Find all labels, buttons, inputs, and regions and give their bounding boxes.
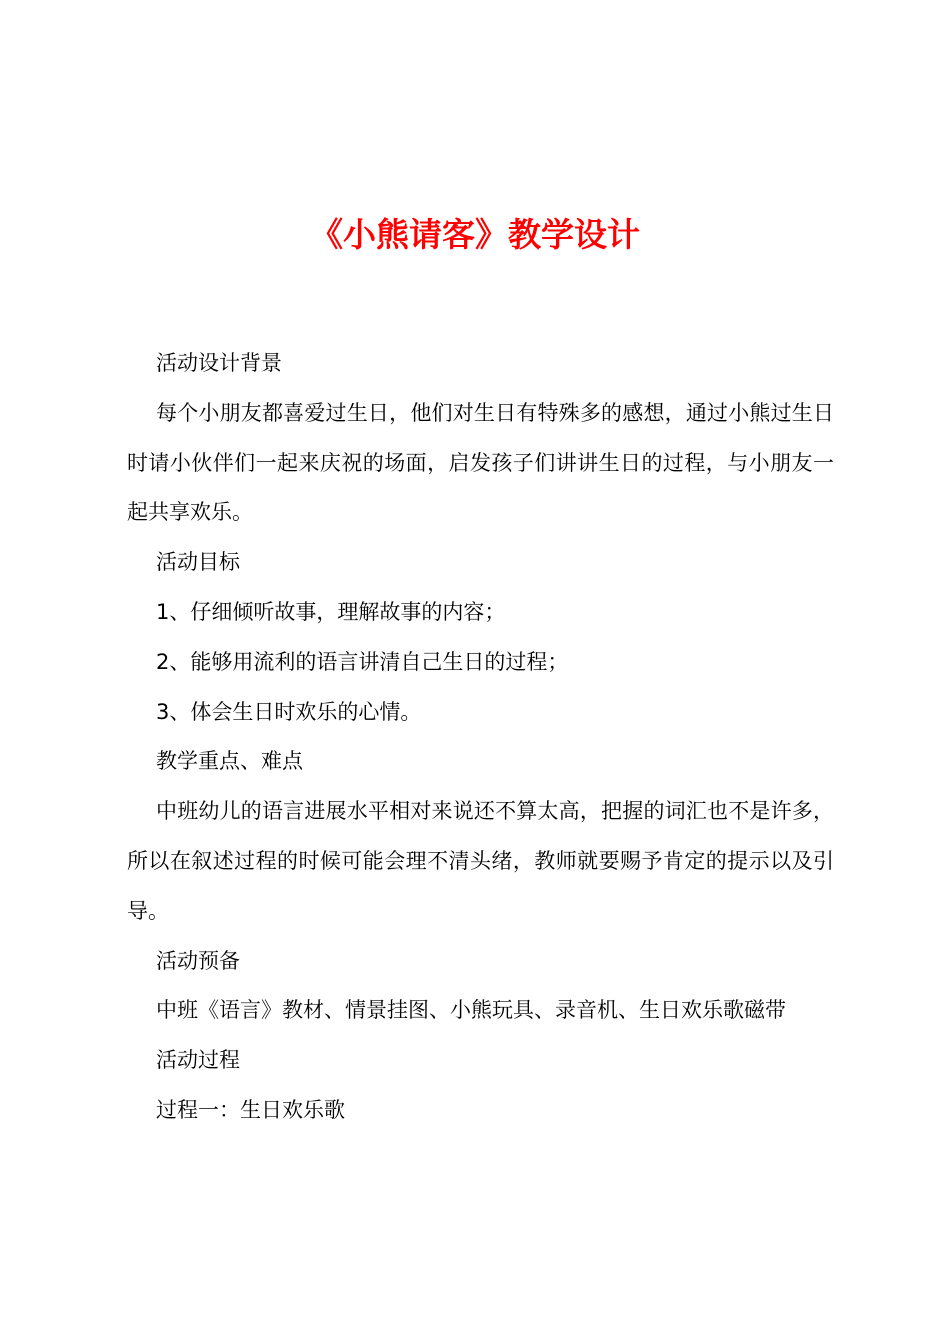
key-points-paragraph: 中班幼儿的语言进展水平相对来说还不算太高，把握的词汇也不是许多，所以在叙述过程的时候可能会理不清头绪，教师就要赐予肯定的提示以及引导。 [127,799,834,923]
section-heading-key-points: 教学重点、难点 [156,749,303,774]
document-body [127,339,834,1136]
process-step-1: 过程一：生日欢乐歌 [156,1097,345,1122]
document-title: 《小熊请客》教学设计 [310,215,640,254]
section-heading-process: 活动过程 [156,1048,240,1073]
section-heading-goals: 活动目标 [156,550,240,575]
section-heading-preparation: 活动预备 [156,948,240,973]
goal-item-1: 1、仔细倾听故事，理解故事的内容； [156,599,506,624]
preparation-paragraph: 中班《语言》教材、情景挂图、小熊玩具、录音机、生日欢乐歌磁带 [156,998,786,1023]
goal-item-3: 3、体会生日时欢乐的心情。 [156,699,422,724]
goal-item-2: 2、能够用流利的语言讲清自己生日的过程； [156,649,569,674]
background-paragraph: 每个小朋友都喜爱过生日，他们对生日有特殊多的感想，通过小熊过生日时请小伙伴们一起来庆祝的场面，启发孩子们讲讲生日的过程，与小朋友一起共享欢乐。 [127,400,834,525]
section-heading-background: 活动设计背景 [156,351,282,375]
